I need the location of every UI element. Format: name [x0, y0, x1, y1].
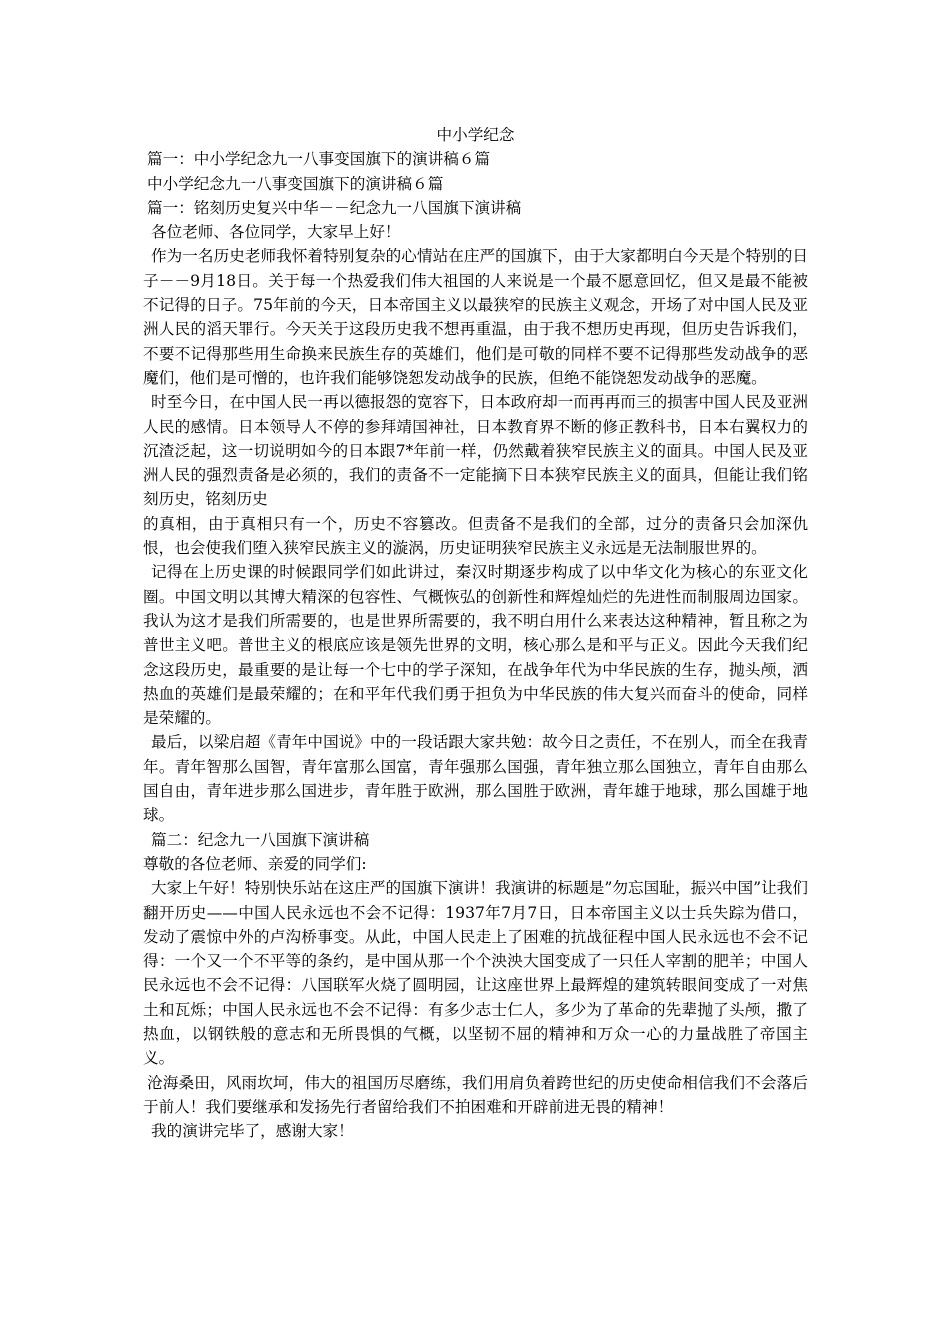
paragraph-body-5: 最后，以梁启超《青年中国说》中的一段话跟大家共勉：故今日之责任，不在别人，而全在我青年。青年智那么国智，青年富那么国富，青年强那么国强，青年独立那么国独立，青年自由那么国自由，青年进步那么国进步，青年胜于欧洲，那么国胜于欧洲，青年雄于地球，那么国雄于地球。 — [143, 733, 808, 825]
paragraph-heading-2: 篇一：铭刻历史复兴中华－－纪念九一八国旗下演讲稿 — [147, 198, 522, 217]
paragraph-body-2: 时至今日，在中国人民一再以德报怨的宽容下，日本政府却一而再再而三的损害中国人民及亚洲人民的感情。日本领导人不停的参拜靖国神社，日本教育界不断的修正教科书，日本右翼权力的沉渣泛起，这一切说明如今的日本跟7*年前一样，仍然戴着狭窄民族主义的面具。中国人民及亚洲人民的强烈责备是必须的，我们的责备不一定能摘下日本狭窄民族主义的面具，但能让我们铭刻历史，铭刻历史 — [143, 393, 808, 509]
paragraph-greeting: 各位老师、各位同学，大家早上好！ — [151, 223, 401, 242]
paragraph-body-7: 沧海桑田，风雨坎坷，伟大的祖国历尽磨练，我们用肩负着跨世纪的历史使命相信我们不会落后于前人！我们要继承和发扬先行者留给我们不拍困难和开辟前进无畏的精神！ — [143, 1073, 808, 1116]
paragraph-heading-1: 篇一：中小学纪念九一八事变国旗下的演讲稿６篇 — [147, 150, 491, 169]
document-body — [143, 123, 808, 1143]
paragraph-body-1: 作为一名历史老师我怀着特别复杂的心情站在庄严的国旗下，由于大家都明白今天是个特别的日子－－9月18日。关于每一个热爱我们伟大祖国的人来说是一个最不愿意回忆，但又是最不能被不记得的日子。75年前的今天，日本帝国主义以最狭窄的民族主义观念，开场了对中国人民及亚洲人民的滔天罪行。今天关于这段历史我不想再重温，由于我不想历史再现，但历史告诉我们，不要不记得那些用生命换来民族生存的英雄们，他们是可敬的同样不要不记得那些发动战争的恶魔们，他们是可憎的，也许我们能够饶恕发动战争的民族，但绝不能饶恕发动战争的恶魔。 — [143, 247, 808, 387]
paragraph-subtitle: 中小学纪念九一八事变国旗下的演讲稿６篇 — [147, 174, 444, 193]
paragraph-closing: 我的演讲完毕了，感谢大家！ — [151, 1122, 354, 1141]
paragraph-body-3: 的真相，由于真相只有一个，历史不容篡改。但责备不是我们的全部，过分的责备只会加深仇恨，也会使我们堕入狭窄民族主义的漩涡，历史证明狭窄民族主义永远是无法制服世界的。 — [143, 514, 808, 558]
paragraph-heading-3: 篇二：纪念九一八国旗下演讲稿 — [151, 830, 370, 849]
document-title: 中小学纪念 — [436, 126, 515, 144]
paragraph-body-6: 大家上午好！特别快乐站在这庄严的国旗下演讲！我演讲的标题是”勿忘国耻，振兴中国”让我们翻开历史——中国人民永远也不会不记得：1937年7月7日，日本帝国主义以士兵失踪为借口，发动了震惊中外的卢沟桥事变。从此，中国人民走上了困难的抗战征程中国人民永远也不会不记得：一个又一个不平等的条约，是中国从那一个个泱泱大国变成了一只任人宰割的肥羊；中国人民永远也不会不记得：八国联军火烧了圆明园，让这座世界上最辉煌的建筑转眼间变成了一对焦土和瓦烁；中国人民永远也不会不记得：有多少志士仁人，多少为了革命的先辈抛了头颅，撒了热血，以钢铁般的意志和无所畏惧的气概，以坚韧不屈的精神和万众一心的力量战胜了帝国主义。 — [143, 879, 808, 1068]
paragraph-body-4: 记得在上历史课的时候跟同学们如此讲过，秦汉时期逐步构成了以中华文化为核心的东亚文化圈。中国文明以其博大精深的包容性、气概恢弘的创新性和辉煌灿烂的先进性而制服周边国家。我认为这才是我们所需要的，也是世界所需要的，我不明白用什么来表达这种精神，暂且称之为普世主义吧。普世主义的根底应该是领先世界的文明，核心那么是和平与正义。因此今天我们纪念这段历史，最重要的是让每一个七中的学子深知，在战争年代为中华民族的生存，抛头颅，洒热血的英雄们是最荣耀的；在和平年代我们勇于担负为中华民族的伟大复兴而奋斗的使命，同样是荣耀的。 — [143, 563, 808, 728]
paragraph-salutation: 尊敬的各位老师、亲爱的同学们: — [143, 854, 367, 873]
